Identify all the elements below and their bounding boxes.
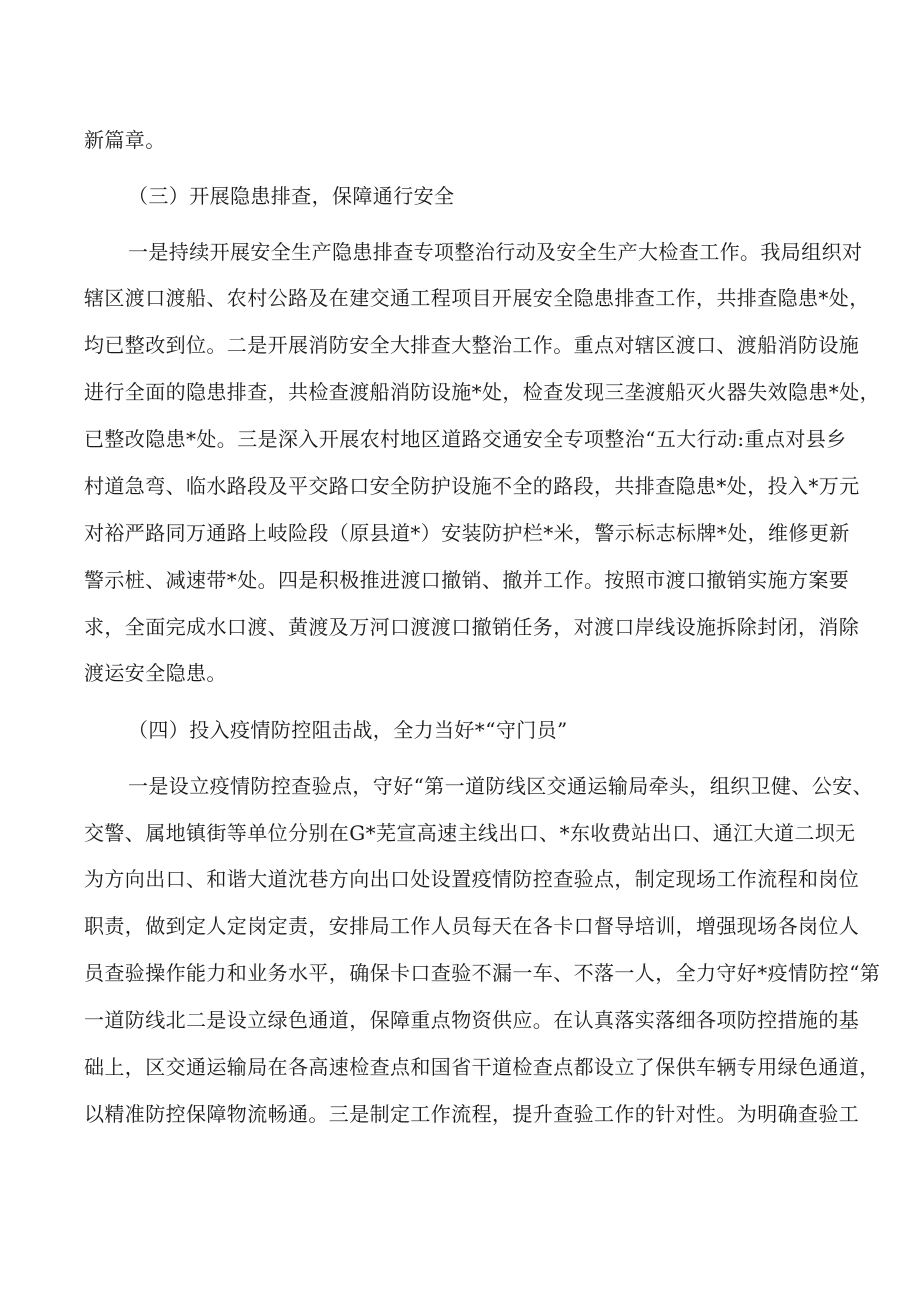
paragraph-line: 一是设立疫情防控查验点，守好“第一道防线区交通运输局牵头，组织卫健、公安、 <box>128 774 874 798</box>
paragraph-line: 已整改隐患*处。三是深入开展农村地区道路交通安全专项整治“五大行动:重点对县乡 <box>84 427 847 451</box>
paragraph-line: 交警、属地镇街等单位分别在G*芜宣高速主线出口、*东收费站出口、通江大道二坝无 <box>84 821 856 845</box>
paragraph-line: 求，全面完成水口渡、黄渡及万河口渡渡口撤销任务，对渡口岸线设施拆除封闭，消除 <box>84 615 860 639</box>
paragraph-line: 渡运安全隐患。 <box>84 661 227 685</box>
paragraph-line: 础上，区交通运输局在各高速检查点和国省干道检查点都设立了保供车辆专用绿色通道， <box>84 1055 880 1079</box>
paragraph-line: 辖区渡口渡船、农村公路及在建交通工程项目开展安全隐患排查工作，共排查隐患*处， <box>84 286 870 310</box>
paragraph-line: 对裕严路同万通路上岐险段（原县道*）安装防护栏*米，警示标志标牌*处，维修更新 <box>84 521 850 545</box>
paragraph-line: 员查验操作能力和业务水平，确保卡口查验不漏一车、不落一人，全力守好*疫情防控“第 <box>84 961 881 985</box>
paragraph-fragment: 新篇章。 <box>84 128 166 152</box>
paragraph-line: 村道急弯、临水路段及平交路口安全防护设施不全的路段，共排查隐患*处，投入*万元 <box>84 474 860 498</box>
section-heading-4: （四）投入疫情防控阻击战，全力当好*“守门员” <box>128 718 568 742</box>
paragraph-line: 一是持续开展安全生产隐患排查专项整治行动及安全生产大检查工作。我局组织对 <box>128 240 863 264</box>
paragraph-line: 警示桩、减速带*处。四是积极推进渡口撤销、撤并工作。按照市渡口撤销实施方案要 <box>84 568 850 592</box>
paragraph-line: 以精准防控保障物流畅通。三是制定工作流程，提升查验工作的针对性。为明确查验工 <box>84 1102 860 1126</box>
paragraph-line: 均已整改到位。二是开展消防安全大排查大整治工作。重点对辖区渡口、渡船消防设施 <box>84 333 860 357</box>
paragraph-line: 一道防线北二是设立绿色通道，保障重点物资供应。在认真落实落细各项防控措施的基 <box>84 1008 860 1032</box>
paragraph-line: 职责，做到定人定岗定责，安排局工作人员每天在各卡口督导培训，增强现场各岗位人 <box>84 914 860 938</box>
paragraph-line: 为方向出口、和谐大道沈巷方向出口处设置疫情防控查验点，制定现场工作流程和岗位 <box>84 867 860 891</box>
section-heading-3: （三）开展隐患排查，保障通行安全 <box>128 184 455 208</box>
paragraph-line: 进行全面的隐患排查，共检查渡船消防设施*处，检查发现三垄渡船灭火器失效隐患*处， <box>84 380 880 404</box>
